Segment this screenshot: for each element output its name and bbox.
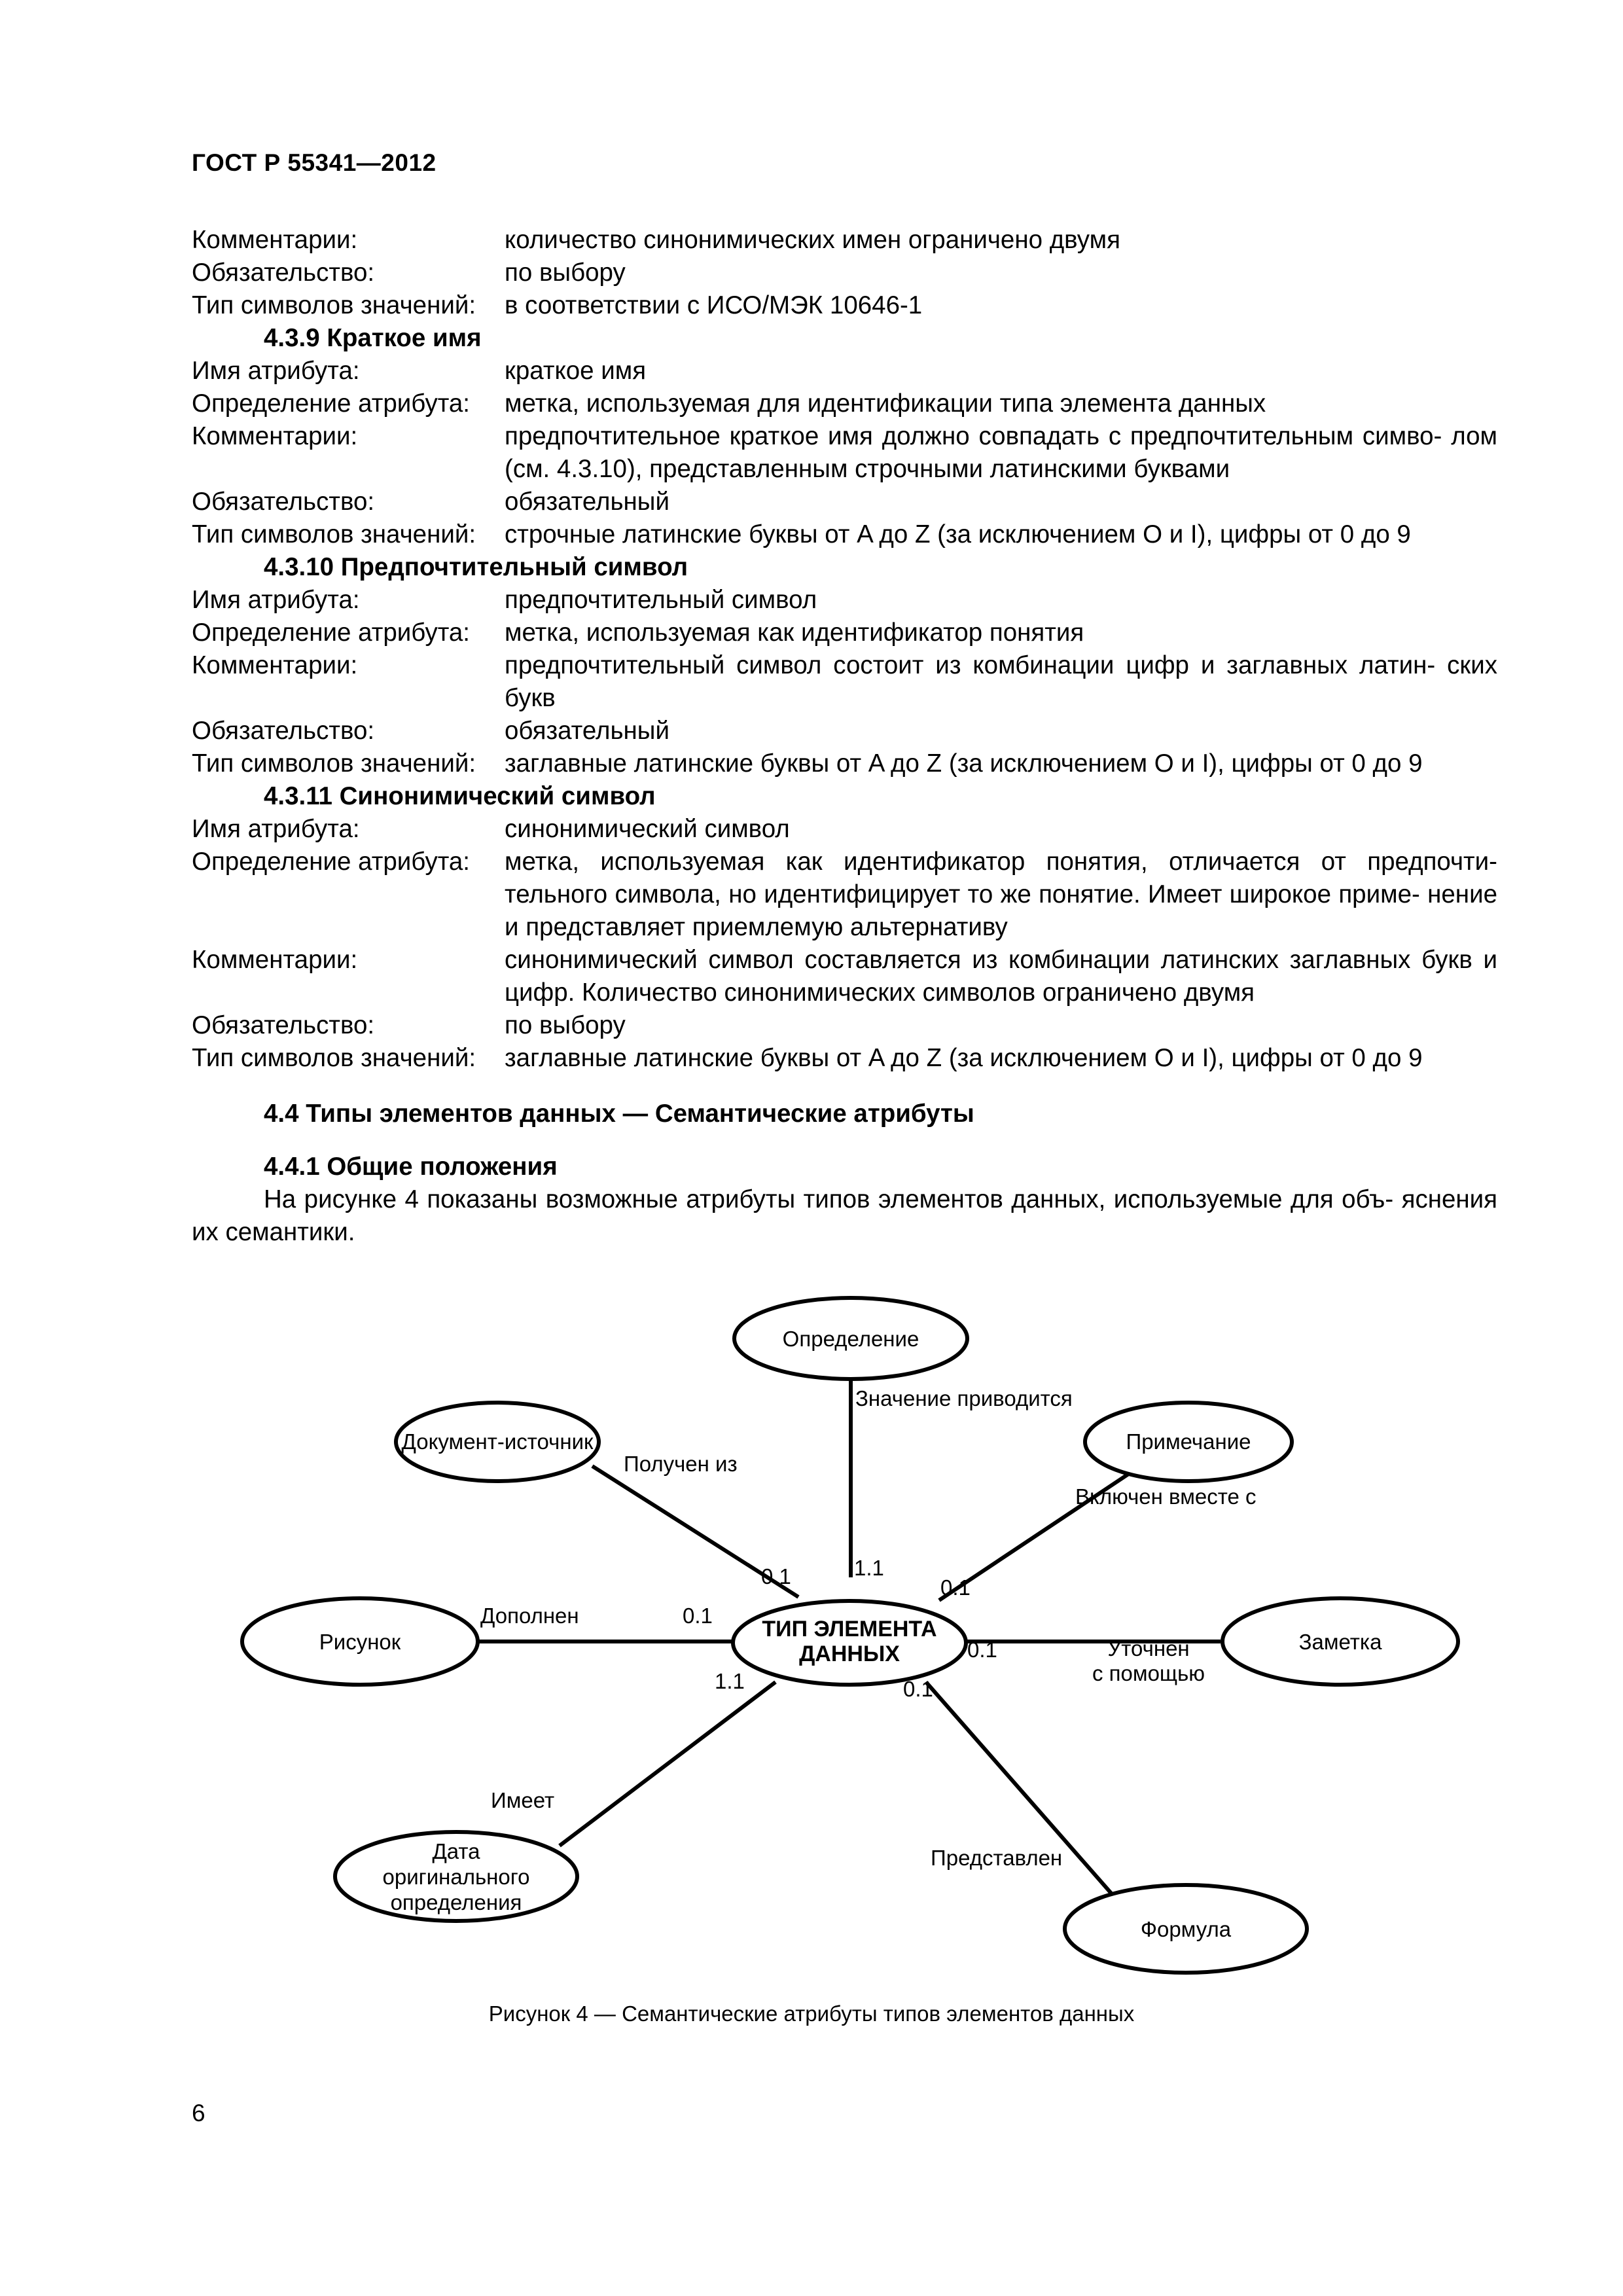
- attribute-value: предпочтительный символ: [505, 586, 817, 614]
- attribute-value: в соответствии с ИСО/МЭК 10646-1: [505, 291, 923, 319]
- attribute-value: метка, используемая как идентификатор понятия: [505, 619, 1084, 647]
- attribute-label: Тип символов значений:: [192, 1044, 476, 1072]
- edge-label: Имеет: [491, 1788, 555, 1812]
- attribute-value: строчные латинские буквы от A до Z (за исключением O и I), цифры от 0 до 9: [505, 520, 1411, 548]
- attribute-label: Тип символов значений:: [192, 520, 476, 548]
- edge-label: Представлен: [931, 1846, 1063, 1870]
- attribute-value: обязательный: [505, 717, 669, 745]
- attribute-value: по выбору: [505, 259, 626, 287]
- cardinality-label: 0.1: [761, 1564, 791, 1588]
- attribute-label: Имя атрибута:: [192, 815, 360, 843]
- edge-label: Включен вместе с: [1075, 1484, 1257, 1509]
- attribute-value: количество синонимических имен ограничено двумя: [505, 226, 1120, 254]
- center-label: ТИП ЭЛЕМЕНТА: [762, 1617, 937, 1641]
- attribute-label: Обязательство:: [192, 488, 375, 516]
- attribute-label: Комментарии:: [192, 651, 358, 679]
- center-label: ДАННЫХ: [799, 1641, 900, 1666]
- node-label: Заметка: [1298, 1630, 1382, 1654]
- node-label: Документ-источник: [401, 1429, 594, 1454]
- node-label: Формула: [1140, 1917, 1232, 1941]
- figure-caption: Рисунок 4 — Семантические атрибуты типов элементов данных: [488, 2001, 1135, 2026]
- attribute-label: Тип символов значений:: [192, 749, 476, 778]
- attribute-value: краткое имя: [505, 357, 647, 385]
- attribute-value: синонимический символ: [505, 815, 790, 843]
- attribute-value: заглавные латинские буквы от A до Z (за исключением O и I), цифры от 0 до 9: [505, 749, 1423, 778]
- attribute-value: предпочтительный символ состоит из комбинации цифр и заглавных латин- ских букв: [505, 651, 1497, 712]
- attribute-label: Имя атрибута:: [192, 357, 360, 385]
- attribute-label: Обязательство:: [192, 717, 375, 745]
- node-label: Определение: [782, 1327, 919, 1351]
- attribute-label: Определение атрибута:: [192, 848, 471, 876]
- attribute-value: по выбору: [505, 1011, 626, 1039]
- cardinality-label: 0.1: [683, 1604, 713, 1628]
- cardinality-label: 0.1: [903, 1677, 933, 1701]
- cardinality-label: 0.1: [967, 1638, 997, 1662]
- section-heading: 4.3.11 Синонимический символ: [264, 782, 656, 810]
- edge-label: Дополнен: [480, 1604, 579, 1628]
- page-number: 6: [192, 2100, 205, 2126]
- node-label: Дата: [432, 1839, 480, 1863]
- section-heading: 4.4 Типы элементов данных — Семантические атрибуты: [264, 1100, 974, 1128]
- section-heading: 4.3.9 Краткое имя: [264, 324, 482, 352]
- node-label: оригинального: [382, 1865, 530, 1889]
- document-header: ГОСТ Р 55341—2012: [192, 149, 437, 176]
- attribute-value: предпочтительное краткое имя должно совпадать с предпочтительным симво- лом (см. 4.3.10), представленным строчными латинскими буквами: [505, 422, 1497, 483]
- attribute-value: синонимический символ составляется из комбинации латинских заглавных букв и цифр. Количество синонимических символов ограничено двумя: [505, 946, 1497, 1007]
- attribute-value: метка, используемая для идентификации типа элемента данных: [505, 389, 1266, 418]
- edge-label: с помощью: [1092, 1661, 1205, 1685]
- node-label: определения: [390, 1890, 522, 1914]
- attribute-label: Комментарии:: [192, 422, 358, 450]
- edge-date: [560, 1682, 776, 1846]
- attribute-label: Обязательство:: [192, 259, 375, 287]
- attribute-label: Комментарии:: [192, 226, 358, 254]
- attribute-label: Тип символов значений:: [192, 291, 476, 319]
- attribute-label: Имя атрибута:: [192, 586, 360, 614]
- attribute-label: Определение атрибута:: [192, 619, 471, 647]
- attribute-label: Определение атрибута:: [192, 389, 471, 418]
- body-paragraph: На рисунке 4 показаны возможные атрибуты типов элементов данных, используемые для объ- яснения их семантики.: [192, 1185, 1497, 1246]
- attribute-value: заглавные латинские буквы от A до Z (за исключением O и I), цифры от 0 до 9: [505, 1044, 1423, 1072]
- edge-label: Получен из: [624, 1452, 738, 1476]
- edge-label: Уточнен: [1107, 1636, 1190, 1660]
- attribute-label: Комментарии:: [192, 946, 358, 974]
- cardinality-label: 1.1: [854, 1556, 884, 1580]
- section-heading: 4.3.10 Предпочтительный символ: [264, 553, 688, 581]
- cardinality-label: 1.1: [715, 1669, 745, 1693]
- edge-label: Значение приводится: [855, 1386, 1073, 1410]
- section-heading: 4.4.1 Общие положения: [264, 1153, 558, 1181]
- node-label: Рисунок: [319, 1630, 401, 1654]
- cardinality-label: 0.1: [940, 1575, 971, 1600]
- attribute-value: обязательный: [505, 488, 669, 516]
- node-label: Примечание: [1126, 1429, 1251, 1454]
- attribute-value: метка, используемая как идентификатор понятия, отличается от предпочти- тельного символа, но идентифицирует то же понятие. Имеет широкое приме- нение и представляет приемлемую альтернативу: [505, 848, 1497, 941]
- attribute-label: Обязательство:: [192, 1011, 375, 1039]
